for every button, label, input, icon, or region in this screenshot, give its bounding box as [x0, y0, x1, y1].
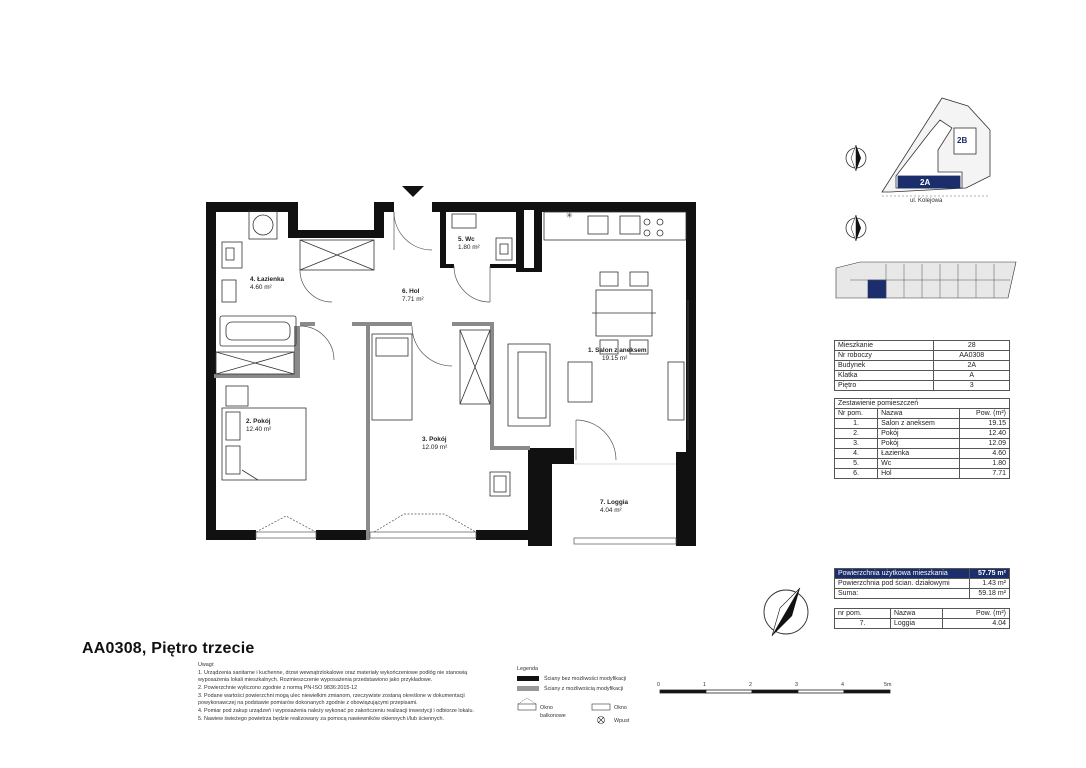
site-street-label: ul. Kolejowa: [910, 198, 943, 204]
legend-window: Okno: [614, 705, 627, 711]
site-building-a: 2A: [920, 178, 931, 187]
room-label-hol: 6. Hol 7.71 m²: [402, 288, 424, 304]
scale-tick: 3: [795, 682, 798, 688]
compass-icon-1: [846, 145, 866, 171]
site-plan: [882, 98, 990, 196]
room-label-loggia: 7. Loggia 4.04 m²: [600, 499, 629, 515]
room-label-pokoj-2: 2. Pokój 12.40 m²: [246, 418, 272, 434]
legend-drain: Wpust: [614, 718, 630, 724]
compass-icon-2: [846, 215, 866, 241]
info-table: Mieszkanie 28 Nr roboczy AA0308 Budynek 2A Klatka A Piętro 3: [834, 340, 1010, 391]
legend-balcony-window: Okno balkonowe: [540, 705, 566, 719]
scale-tick: 4: [841, 682, 844, 688]
rooms-table: Zestawienie pomieszczeń Nr pom. Nazwa Pow. (m²) 1. Salon z aneksem 19.15 2. Pokój 12.40 3. Pokój 12.09 4. Łazienka 4.60 5. Wc 1.80 6. Hol 7.71: [834, 398, 1010, 479]
notes: Uwagi: 1. Urządzenia sanitarne i kuchenne, drzwi wewnątrzlokalowe oraz materiały wykończeniowe podłóg nie stanowią wyposażenia lokali mieszkalnych. Rozmieszczenie wyposażenia przedstawiono jako przykładowe. 2. Powierzchnie wyliczono zgodnie z normą PN-ISO 9836:2015-12 3. Podane wartości powierzchni mogą ulec niewielkim zmianom, rzeczywiste zostaną określone w dokumentacji powykonawczej na podstawie pomiarów dokonanych zgodnie z obowiązującymi przepisami. 4. Pomiar pod zakup urządzeń i wyposażenia należy wykonać po zakończeniu realizacji inwestycji i odbiorze lokalu. 5. Nawiew świeżego powietrza będzie realizowany za pomocą nawiewników okiennych i/lub ściennych.: [198, 662, 474, 722]
legend-heading: Legenda: [517, 666, 538, 672]
room-label-lazienka: 4. Łazienka 4.60 m²: [250, 276, 285, 292]
room-label-salon: 1. Salon z aneksem 19.15 m²: [588, 347, 647, 363]
scale-tick: 2: [749, 682, 752, 688]
page-title: AA0308, Piętro trzecie: [82, 640, 255, 657]
compass-icon-3: [764, 588, 808, 636]
svg-text:✳: ✳: [566, 211, 573, 220]
floor-key-plan: [836, 262, 1016, 298]
room-label-wc: 5. Wc 1.80 m²: [458, 236, 480, 252]
legend-wall-fixed: Ściany bez możliwości modyfikacji: [544, 676, 627, 682]
entrance-arrow-icon: [402, 186, 424, 197]
scale-bar: [660, 690, 890, 693]
site-building-b: 2B: [957, 136, 968, 145]
scale-tick: 0: [657, 682, 660, 688]
legend-wall-mod: Ściany z możliwością modyfikacji: [544, 686, 624, 692]
scale-tick: 1: [703, 682, 706, 688]
summary-table: Powierzchnia użytkowa mieszkania 57.75 m² Powierzchnia pod ścian. działowymi 1.43 m² Suma: 59.18 m²: [834, 568, 1010, 599]
scale-tick: 5m: [884, 682, 892, 688]
room-label-pokoj-3: 3. Pokój 12.09 m²: [422, 436, 448, 452]
loggia-table: nr pom. Nazwa Pow. (m²) 7. Loggia 4.04: [834, 608, 1010, 629]
